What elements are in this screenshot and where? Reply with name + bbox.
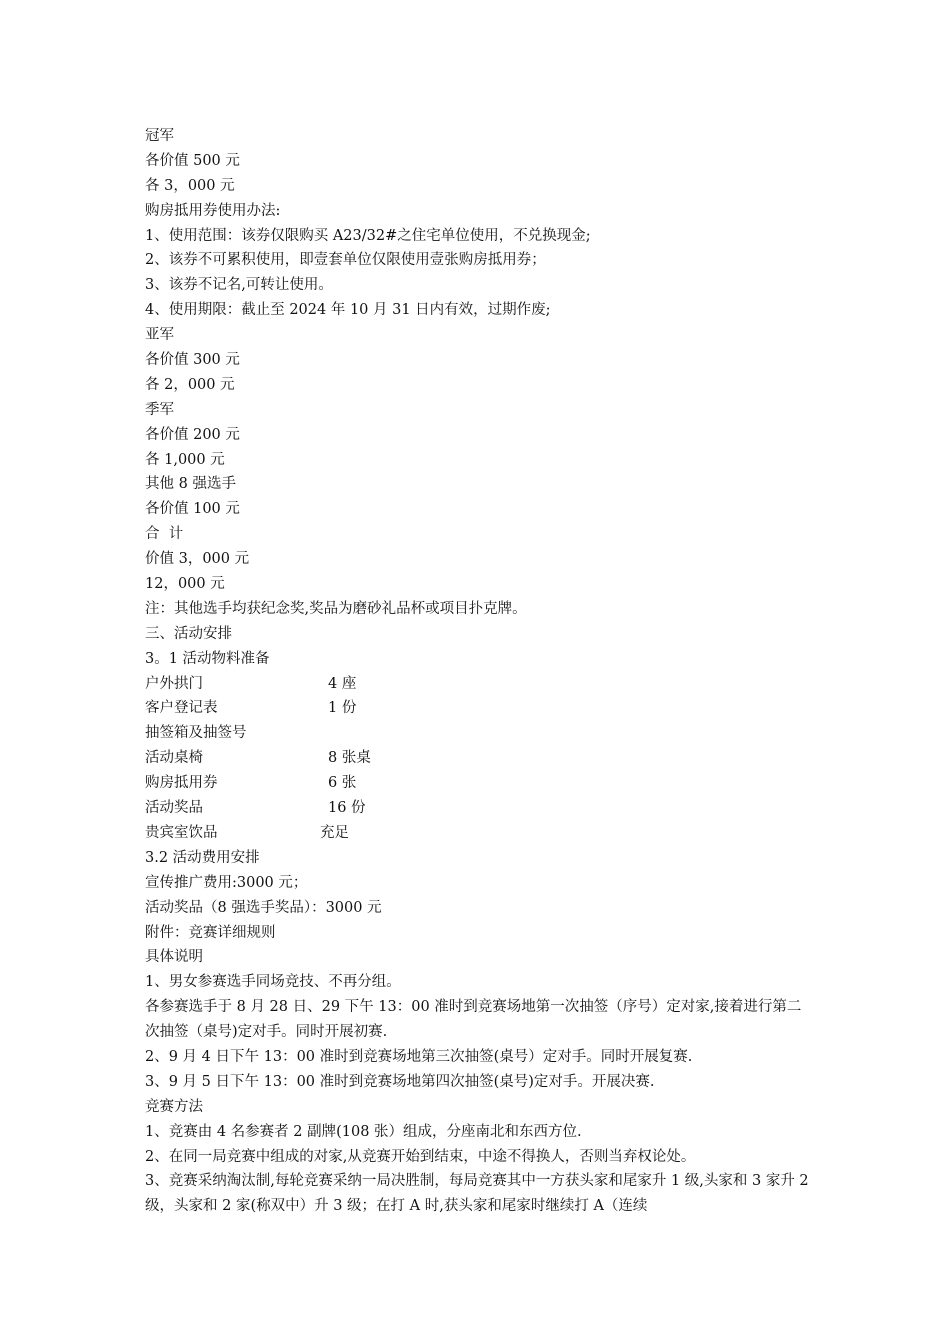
section-title: 三、活动安排 bbox=[145, 625, 232, 642]
material-row bbox=[145, 796, 810, 821]
coupon-rule: 4、使用期限：截止至 2024 年 10 月 31 日内有效，过期作废; bbox=[145, 302, 551, 319]
third-coupon: 各 1,000 元 bbox=[145, 451, 225, 468]
detail-paragraph: 各参赛选手于 8 月 28 日、29 下午 13：00 准时到竞赛场地第一次抽签（序号）定对家,接着进行第二次抽签（桌号)定对手。同时开展初赛. bbox=[145, 999, 802, 1041]
runner-up-label: 亚军 bbox=[145, 327, 174, 344]
details-title: 具体说明 bbox=[145, 949, 203, 966]
coupon-rule: 1、使用范围：该券仅限购买 A23/32#之住宅单位使用，不兑换现金; bbox=[145, 227, 591, 244]
cost-title: 3.2 活动费用安排 bbox=[145, 849, 260, 866]
material-item: 购房抵用券 bbox=[145, 775, 218, 792]
method-paragraph: 3、竞赛采纳淘汰制,每轮竞赛采纳一局决胜制，每局竞赛其中一方获头家和尾家升 1 级,头家和 3 家升 2 级，头家和 2 家(称双中）升 3 级；在打 A 时,获头家和尾家时继续打 A（连续 bbox=[145, 1173, 809, 1215]
total-coupon: 12，000 元 bbox=[145, 576, 225, 593]
material-row bbox=[145, 746, 810, 771]
material-item: 活动奖品 bbox=[145, 800, 203, 817]
total-value: 价值 3，000 元 bbox=[145, 551, 250, 568]
materials-title: 3。1 活动物料准备 bbox=[145, 650, 270, 667]
runner-up-coupon: 各 2，000 元 bbox=[145, 376, 235, 393]
detail-paragraph: 3、9 月 5 日下午 13：00 准时到竞赛场地第四次抽签(桌号)定对手。开展决赛. bbox=[145, 1073, 655, 1090]
material-item: 户外拱门 bbox=[145, 675, 203, 692]
material-item: 活动桌椅 bbox=[145, 750, 203, 767]
total-label: 合 计 bbox=[145, 526, 184, 543]
material-qty: 6 张 bbox=[328, 775, 357, 792]
champion-label: 冠军 bbox=[145, 128, 174, 144]
material-item: 客户登记表 bbox=[145, 700, 218, 717]
detail-paragraph: 2、9 月 4 日下午 13：00 准时到竞赛场地第三次抽签(桌号）定对手。同时开展复赛. bbox=[145, 1048, 693, 1065]
third-value: 各价值 200 元 bbox=[145, 426, 240, 443]
cost-promo: 宣传推广费用:3000 元； bbox=[145, 874, 308, 891]
material-qty: 1 份 bbox=[328, 700, 357, 717]
coupon-rule: 3、该券不记名,可转让使用。 bbox=[145, 277, 333, 294]
document-page bbox=[145, 124, 810, 1219]
material-row bbox=[145, 721, 810, 746]
other-label: 其他 8 强选手 bbox=[145, 476, 236, 493]
method-paragraph: 1、竞赛由 4 名参赛者 2 副牌(108 张）组成，分座南北和东西方位. bbox=[145, 1123, 582, 1140]
material-row bbox=[145, 821, 810, 846]
cost-prizes: 活动奖品（8 强选手奖品）：3000 元 bbox=[145, 899, 382, 916]
runner-up-value: 各价值 300 元 bbox=[145, 352, 240, 369]
material-qty: 8 张桌 bbox=[328, 750, 371, 767]
prize-note: 注：其他选手均获纪念奖,奖品为磨砂礼品杯或项目扑克牌。 bbox=[145, 600, 527, 617]
third-label: 季军 bbox=[145, 401, 174, 418]
champion-value: 各价值 500 元 bbox=[145, 152, 240, 169]
appendix-title: 附件：竞赛详细规则 bbox=[145, 924, 276, 941]
material-row bbox=[145, 696, 810, 721]
detail-paragraph: 1、男女参赛选手同场竞技、不再分组。 bbox=[145, 974, 401, 991]
material-qty: 4 座 bbox=[328, 675, 357, 692]
other-value: 各价值 100 元 bbox=[145, 501, 240, 518]
material-qty: 充足 bbox=[320, 824, 349, 841]
material-qty: 16 份 bbox=[328, 800, 366, 817]
champion-coupon: 各 3，000 元 bbox=[145, 177, 235, 194]
coupon-rule: 2、该券不可累积使用，即壹套单位仅限使用壹张购房抵用券； bbox=[145, 252, 546, 269]
method-title: 竞赛方法 bbox=[145, 1098, 203, 1115]
method-paragraph: 2、在同一局竞赛中组成的对家,从竞赛开始到结束，中途不得换人，否则当弃权论处。 bbox=[145, 1148, 696, 1165]
material-row bbox=[145, 672, 810, 697]
material-item: 抽签箱及抽签号 bbox=[145, 725, 247, 742]
material-item: 贵宾室饮品 bbox=[145, 824, 218, 841]
material-row bbox=[145, 771, 810, 796]
coupon-usage-title: 购房抵用券使用办法: bbox=[145, 202, 281, 219]
